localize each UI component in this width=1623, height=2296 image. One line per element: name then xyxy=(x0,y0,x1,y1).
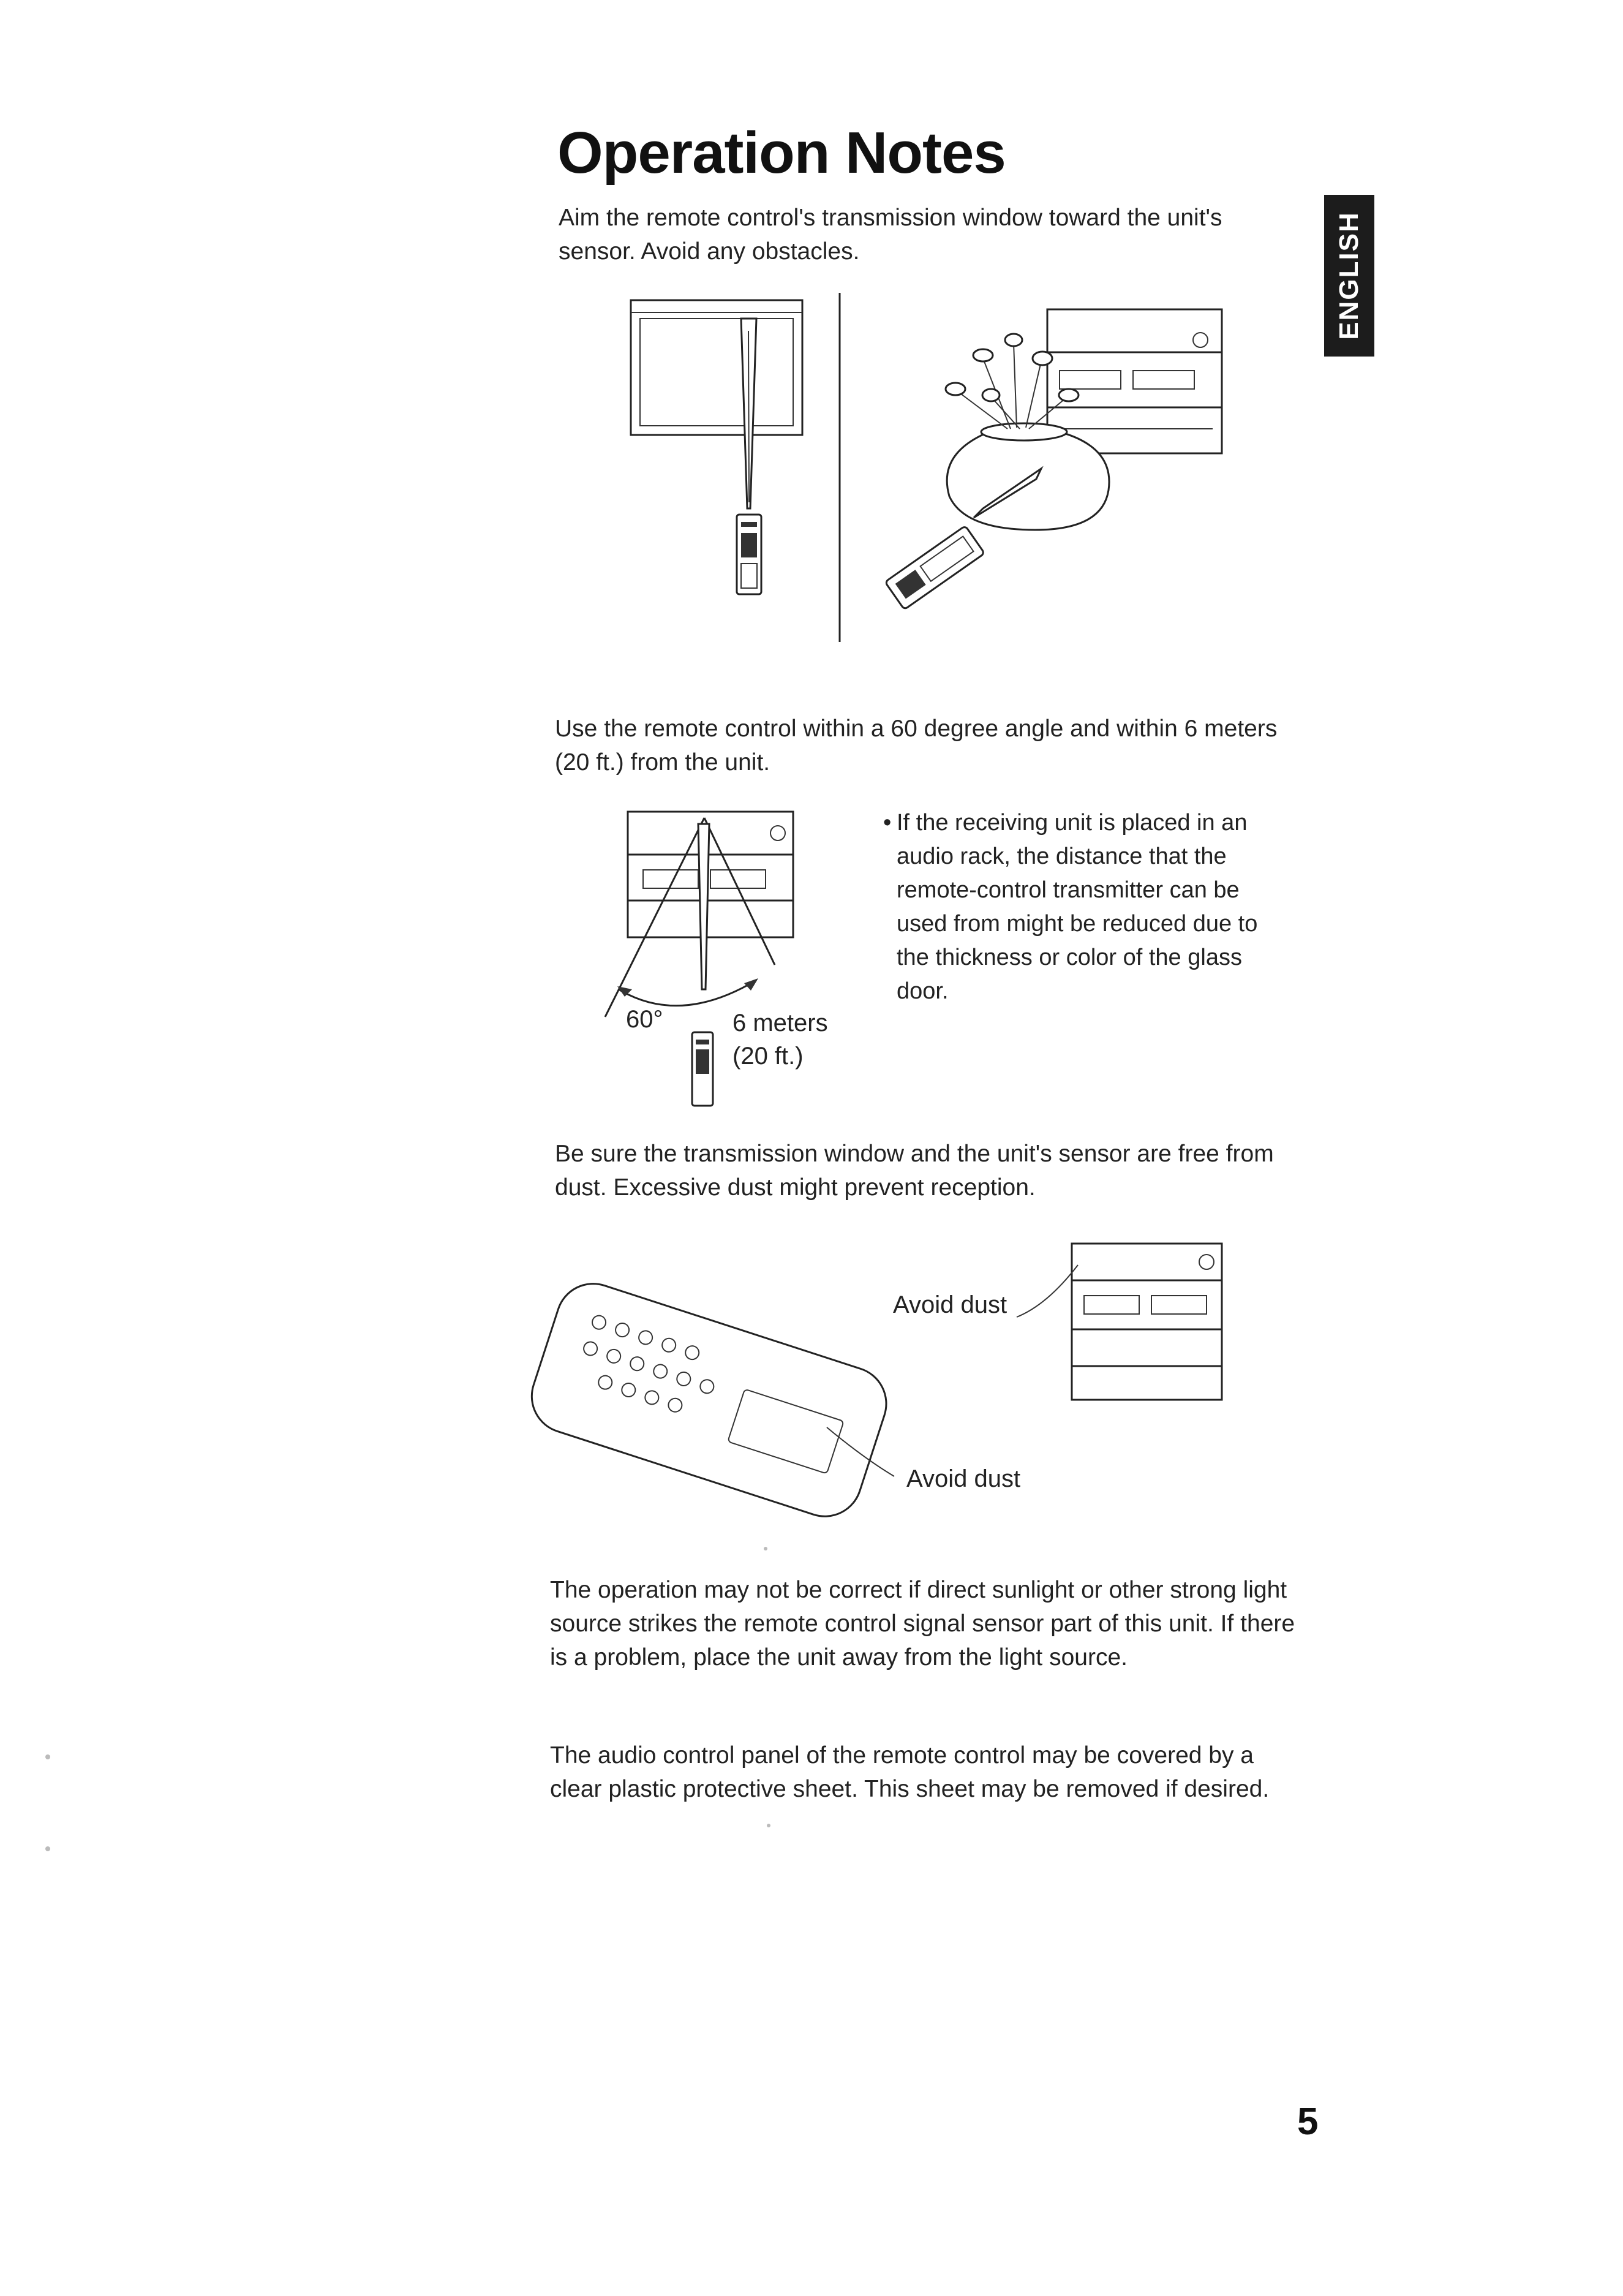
protective-sheet-paragraph: The audio control panel of the remote control may be covered by a clear plastic protective sheet. This sheet may be removed if desired. xyxy=(550,1742,1270,1802)
distance-feet-label: (20 ft.) xyxy=(732,1043,804,1070)
language-tab-label: ENGLISH xyxy=(1334,211,1364,340)
page-title: Operation Notes xyxy=(557,120,1006,186)
page-number: 5 xyxy=(1297,2101,1319,2143)
sunlight-paragraph: The operation may not be correct if direct sunlight or other strong light source strikes the remote control signal sensor part of this unit. If there is a problem, place the unit away from the light source. xyxy=(550,1577,1295,1671)
avoid-dust-remote-label: Avoid dust xyxy=(906,1465,1021,1492)
distance-meters-label: 6 meters xyxy=(732,1010,828,1037)
angle-paragraph: Use the remote control within a 60 degree angle and within 6 meters (20 ft.) from the unit. xyxy=(555,716,1278,776)
avoid-dust-unit-label: Avoid dust xyxy=(893,1291,1007,1318)
angle-label: 60° xyxy=(626,1006,663,1033)
aim-paragraph: Aim the remote control's transmission window toward the unit's sensor. Avoid any obstacles. xyxy=(559,205,1222,265)
glass-door-note: If the receiving unit is placed in an audio rack, the distance that the remote-control transmitter can be used from might be reduced due to the thickness or color of the glass door. xyxy=(897,810,1258,1004)
dust-paragraph: Be sure the transmission window and the unit's sensor are free from dust. Excessive dust might prevent reception. xyxy=(555,1141,1274,1201)
bullet-marker: • xyxy=(883,810,892,836)
